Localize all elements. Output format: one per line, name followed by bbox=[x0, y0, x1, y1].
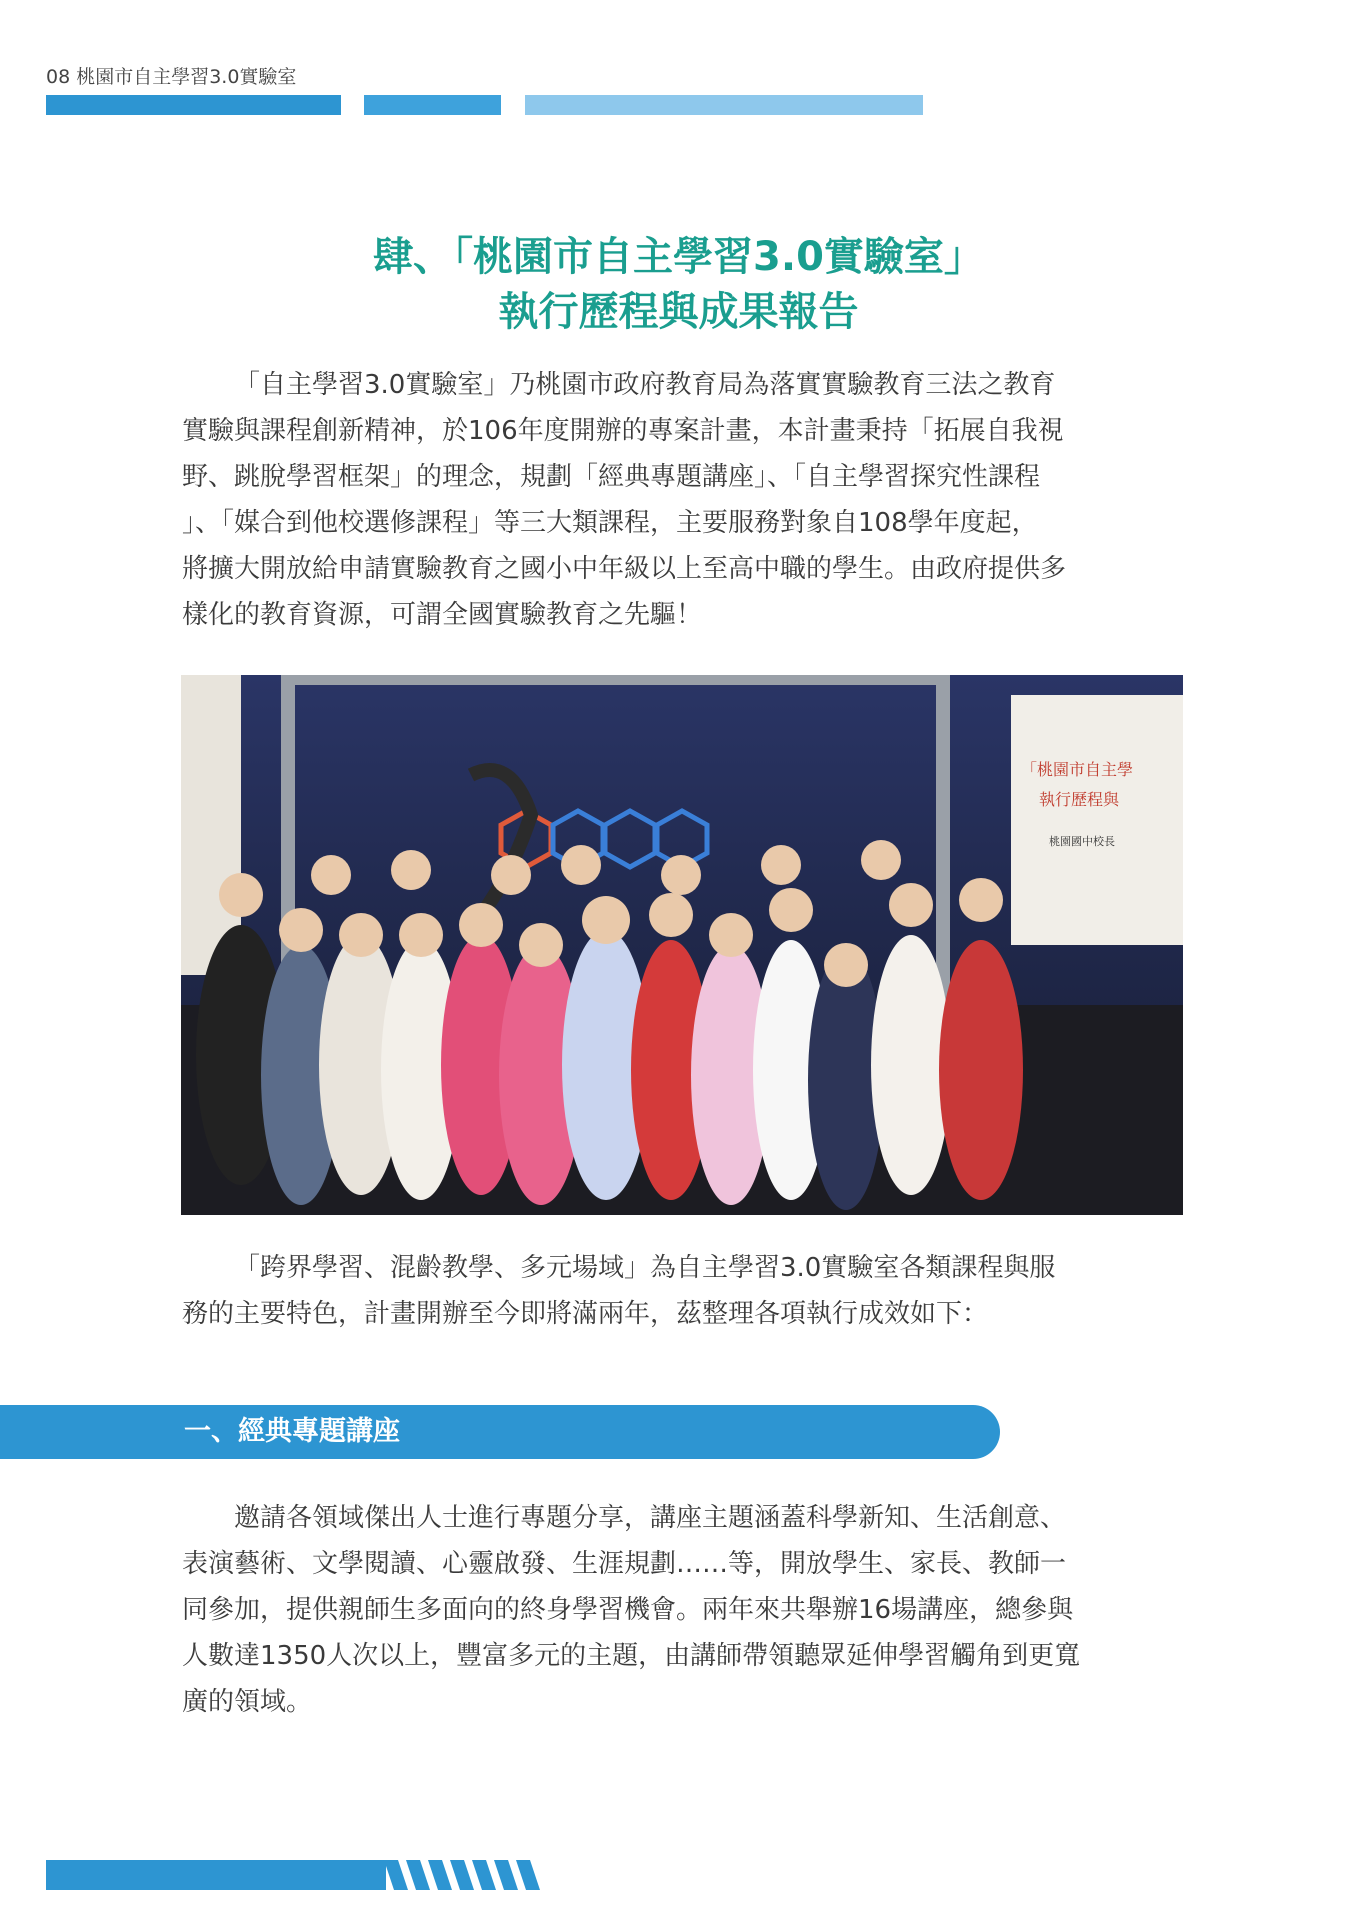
section-title: 一、經典專題講座 bbox=[184, 1416, 400, 1447]
group-photo bbox=[181, 675, 1183, 1215]
lecture-line: 人數達1350人次以上，豐富多元的主題，由講師帶領聽眾延伸學習觸角到更寬 bbox=[182, 1641, 1081, 1671]
intro-line: 實驗與課程創新精神，於106年度開辦的專案計畫，本計畫秉持「拓展自我視 bbox=[182, 416, 1064, 446]
lecture-line: 同參加，提供親師生多面向的終身學習機會。兩年來共舉辦16場講座，總參與 bbox=[182, 1595, 1074, 1625]
footer-stripes bbox=[384, 1860, 554, 1890]
header-bar-2 bbox=[364, 95, 501, 115]
intro-line: 樣化的教育資源，可謂全國實驗教育之先驅！ bbox=[182, 600, 703, 630]
page-title-line1: 肆、「桃園市自主學習3.0實驗室」 bbox=[373, 234, 984, 280]
lecture-paragraph bbox=[182, 1495, 1184, 1725]
header-bar-1 bbox=[46, 95, 341, 115]
banner-text-2: 執行歷程與 bbox=[1039, 790, 1120, 809]
lecture-line: 表演藝術、文學閱讀、心靈啟發、生涯規劃……等，開放學生、家長、教師一 bbox=[182, 1549, 1067, 1579]
footer-bar bbox=[46, 1860, 386, 1890]
banner-text-1: 「桃園市自主學 bbox=[1021, 760, 1134, 779]
section-header-bar bbox=[0, 1405, 1000, 1459]
page-header-label: 08 桃園市自主學習3.0實驗室 bbox=[46, 66, 297, 88]
intro-paragraph bbox=[182, 362, 1184, 638]
intro-line: 」、「媒合到他校選修課程」等三大類課程，主要服務對象自108學年度起， bbox=[182, 508, 1038, 538]
features-paragraph bbox=[182, 1245, 1184, 1337]
header-bar-3 bbox=[525, 95, 923, 115]
banner-text-3: 桃園國中校長 bbox=[1049, 835, 1115, 848]
intro-line: 野、跳脫學習框架」的理念，規劃「經典專題講座」、「自主學習探究性課程 bbox=[182, 462, 1041, 492]
features-line: 務的主要特色，計畫開辦至今即將滿兩年，茲整理各項執行成效如下： bbox=[182, 1299, 989, 1329]
lecture-line: 邀請各領域傑出人士進行專題分享，講座主題涵蓋科學新知、生活創意、 bbox=[234, 1503, 1067, 1533]
features-line: 「跨界學習、混齡教學、多元場域」為自主學習3.0實驗室各類課程與服 bbox=[234, 1253, 1056, 1283]
intro-line: 「自主學習3.0實驗室」乃桃園市政府教育局為落實實驗教育三法之教育 bbox=[234, 370, 1056, 400]
intro-line: 將擴大開放給申請實驗教育之國小中年級以上至高中職的學生。由政府提供多 bbox=[182, 554, 1067, 584]
page-title-line2: 執行歷程與成果報告 bbox=[498, 289, 859, 335]
lecture-line: 廣的領域。 bbox=[182, 1687, 313, 1717]
